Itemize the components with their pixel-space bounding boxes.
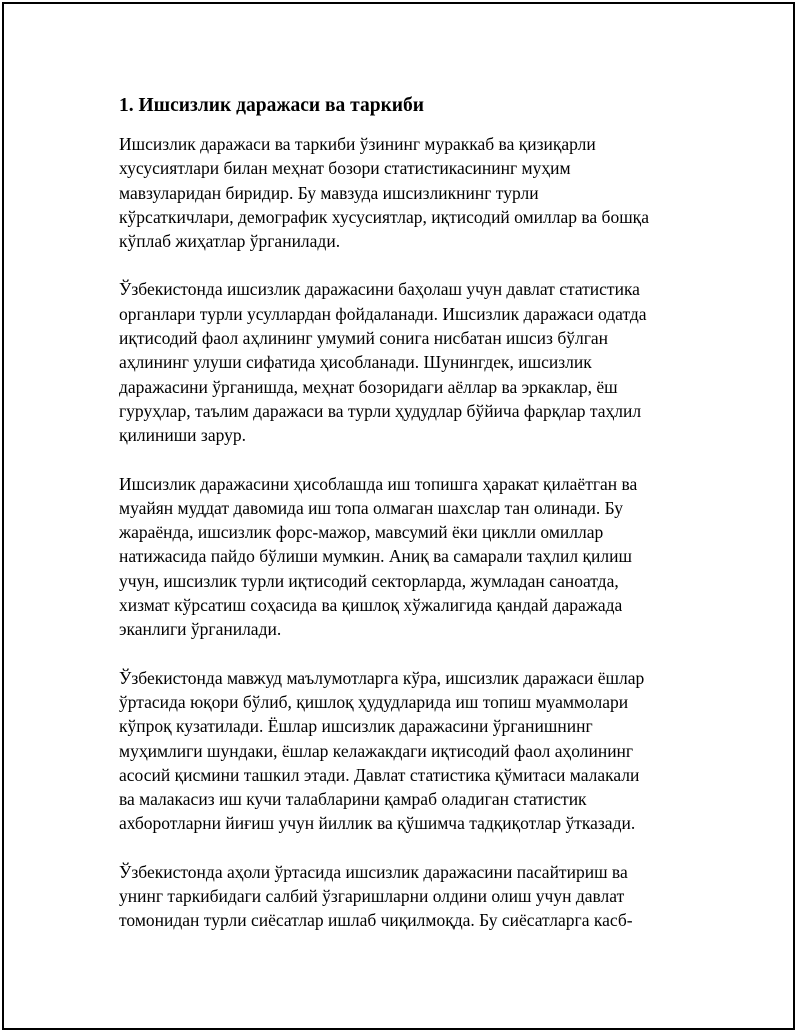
- paragraph-line: ва малакасиз иш кучи талабларини қамраб оладиган статистик: [119, 789, 587, 810]
- paragraph-line: натижасида пайдо бўлиши мумкин. Аниқ ва самарали таҳлил қилиш: [119, 546, 632, 567]
- paragraph-line: кўплаб жиҳатлар ўрганилади.: [119, 231, 341, 252]
- paragraph-line: гуруҳлар, таълим даражаси ва турли ҳудудлар бўйича фарқлар таҳлил: [119, 400, 642, 421]
- paragraph-line: органлари турли усуллардан фойдаланади. Ишсизлик даражаси одатда: [119, 303, 647, 324]
- paragraph-line: хусусиятлари билан меҳнат бозори статистикасининг муҳим: [119, 158, 571, 179]
- paragraph-line: Ўзбекистонда аҳоли ўртасида ишсизлик даражасини пасайтириш ва: [119, 861, 628, 882]
- paragraph-4: [119, 666, 689, 836]
- paragraph-line: қилиниши зарур.: [119, 425, 246, 446]
- paragraph-line: иқтисодий фаол аҳлининг умумий сонига нисбатан ишсиз бўлган: [119, 328, 609, 349]
- paragraph-line: эканлиги ўрганилади.: [119, 619, 282, 640]
- paragraph-line: даражасини ўрганишда, меҳнат бозоридаги аёллар ва эркаклар, ёш: [119, 376, 618, 397]
- paragraph-line: мавзуларидан биридир. Бу мавзуда ишсизликнинг турли: [119, 182, 539, 203]
- paragraph-line: ўртасида юқори бўлиб, қишлоқ ҳудудларида иш топиш муаммолари: [119, 691, 629, 712]
- paragraph-1: [119, 132, 689, 253]
- paragraph-line: Ўзбекистонда ишсизлик даражасини баҳолаш учун давлат статистика: [119, 279, 640, 300]
- paragraph-2: [119, 277, 689, 447]
- paragraph-line: Ишсизлик даражасини ҳисоблашда иш топишга ҳаракат қилаётган ва: [119, 473, 638, 494]
- section-heading: 1. Ишсизлик даражаси ва таркиби: [119, 95, 425, 116]
- paragraph-line: муайян муддат давомида иш топа олмаган шахслар тан олинади. Бу: [119, 497, 624, 518]
- paragraph-line: кўпроқ кузатилади. Ёшлар ишсизлик даражасини ўрганишнинг: [119, 716, 593, 737]
- paragraph-line: унинг таркибидаги салбий ўзгаришларни олдини олиш учун давлат: [119, 886, 625, 907]
- paragraph-line: Ишсизлик даражаси ва таркиби ўзининг мураккаб ва қизиқарли: [119, 134, 596, 154]
- paragraph-line: Ўзбекистонда мавжуд маълумотларга кўра, ишсизлик даражаси ёшлар: [119, 667, 645, 688]
- paragraph-line: муҳимлиги шундаки, ёшлар келажакдаги иқтисодий фаол аҳолининг: [119, 740, 634, 761]
- paragraph-3: [119, 472, 689, 642]
- paragraph-line: аҳлининг улуши сифатида ҳисобланади. Шунингдек, ишсизлик: [119, 352, 592, 373]
- paragraph-line: учун, ишсизлик турли иқтисодий секторларда, жумладан саноатда,: [119, 570, 619, 591]
- paragraph-line: ахборотларни йиғиш учун йиллик ва қўшимча тадқиқотлар ўтказади.: [119, 813, 636, 834]
- paragraph-line: жараёнда, ишсизлик форс-мажор, мавсумий ёки циклли омиллар: [119, 522, 604, 543]
- paragraph-5: [119, 860, 689, 933]
- paragraph-line: асосий қисмини ташкил этади. Давлат статистика қўмитаси малакали: [119, 764, 640, 785]
- paragraph-line: хизмат кўрсатиш соҳасида ва қишлоқ хўжалигида қандай даражада: [119, 595, 623, 616]
- paragraph-line: томонидан турли сиёсатлар ишлаб чиқилмоқда. Бу сиёсатларга касб-: [119, 910, 633, 931]
- paragraph-line: кўрсаткичлари, демографик хусусиятлар, иқтисодий омиллар ва бошқа: [119, 206, 649, 227]
- document-body: [119, 94, 689, 957]
